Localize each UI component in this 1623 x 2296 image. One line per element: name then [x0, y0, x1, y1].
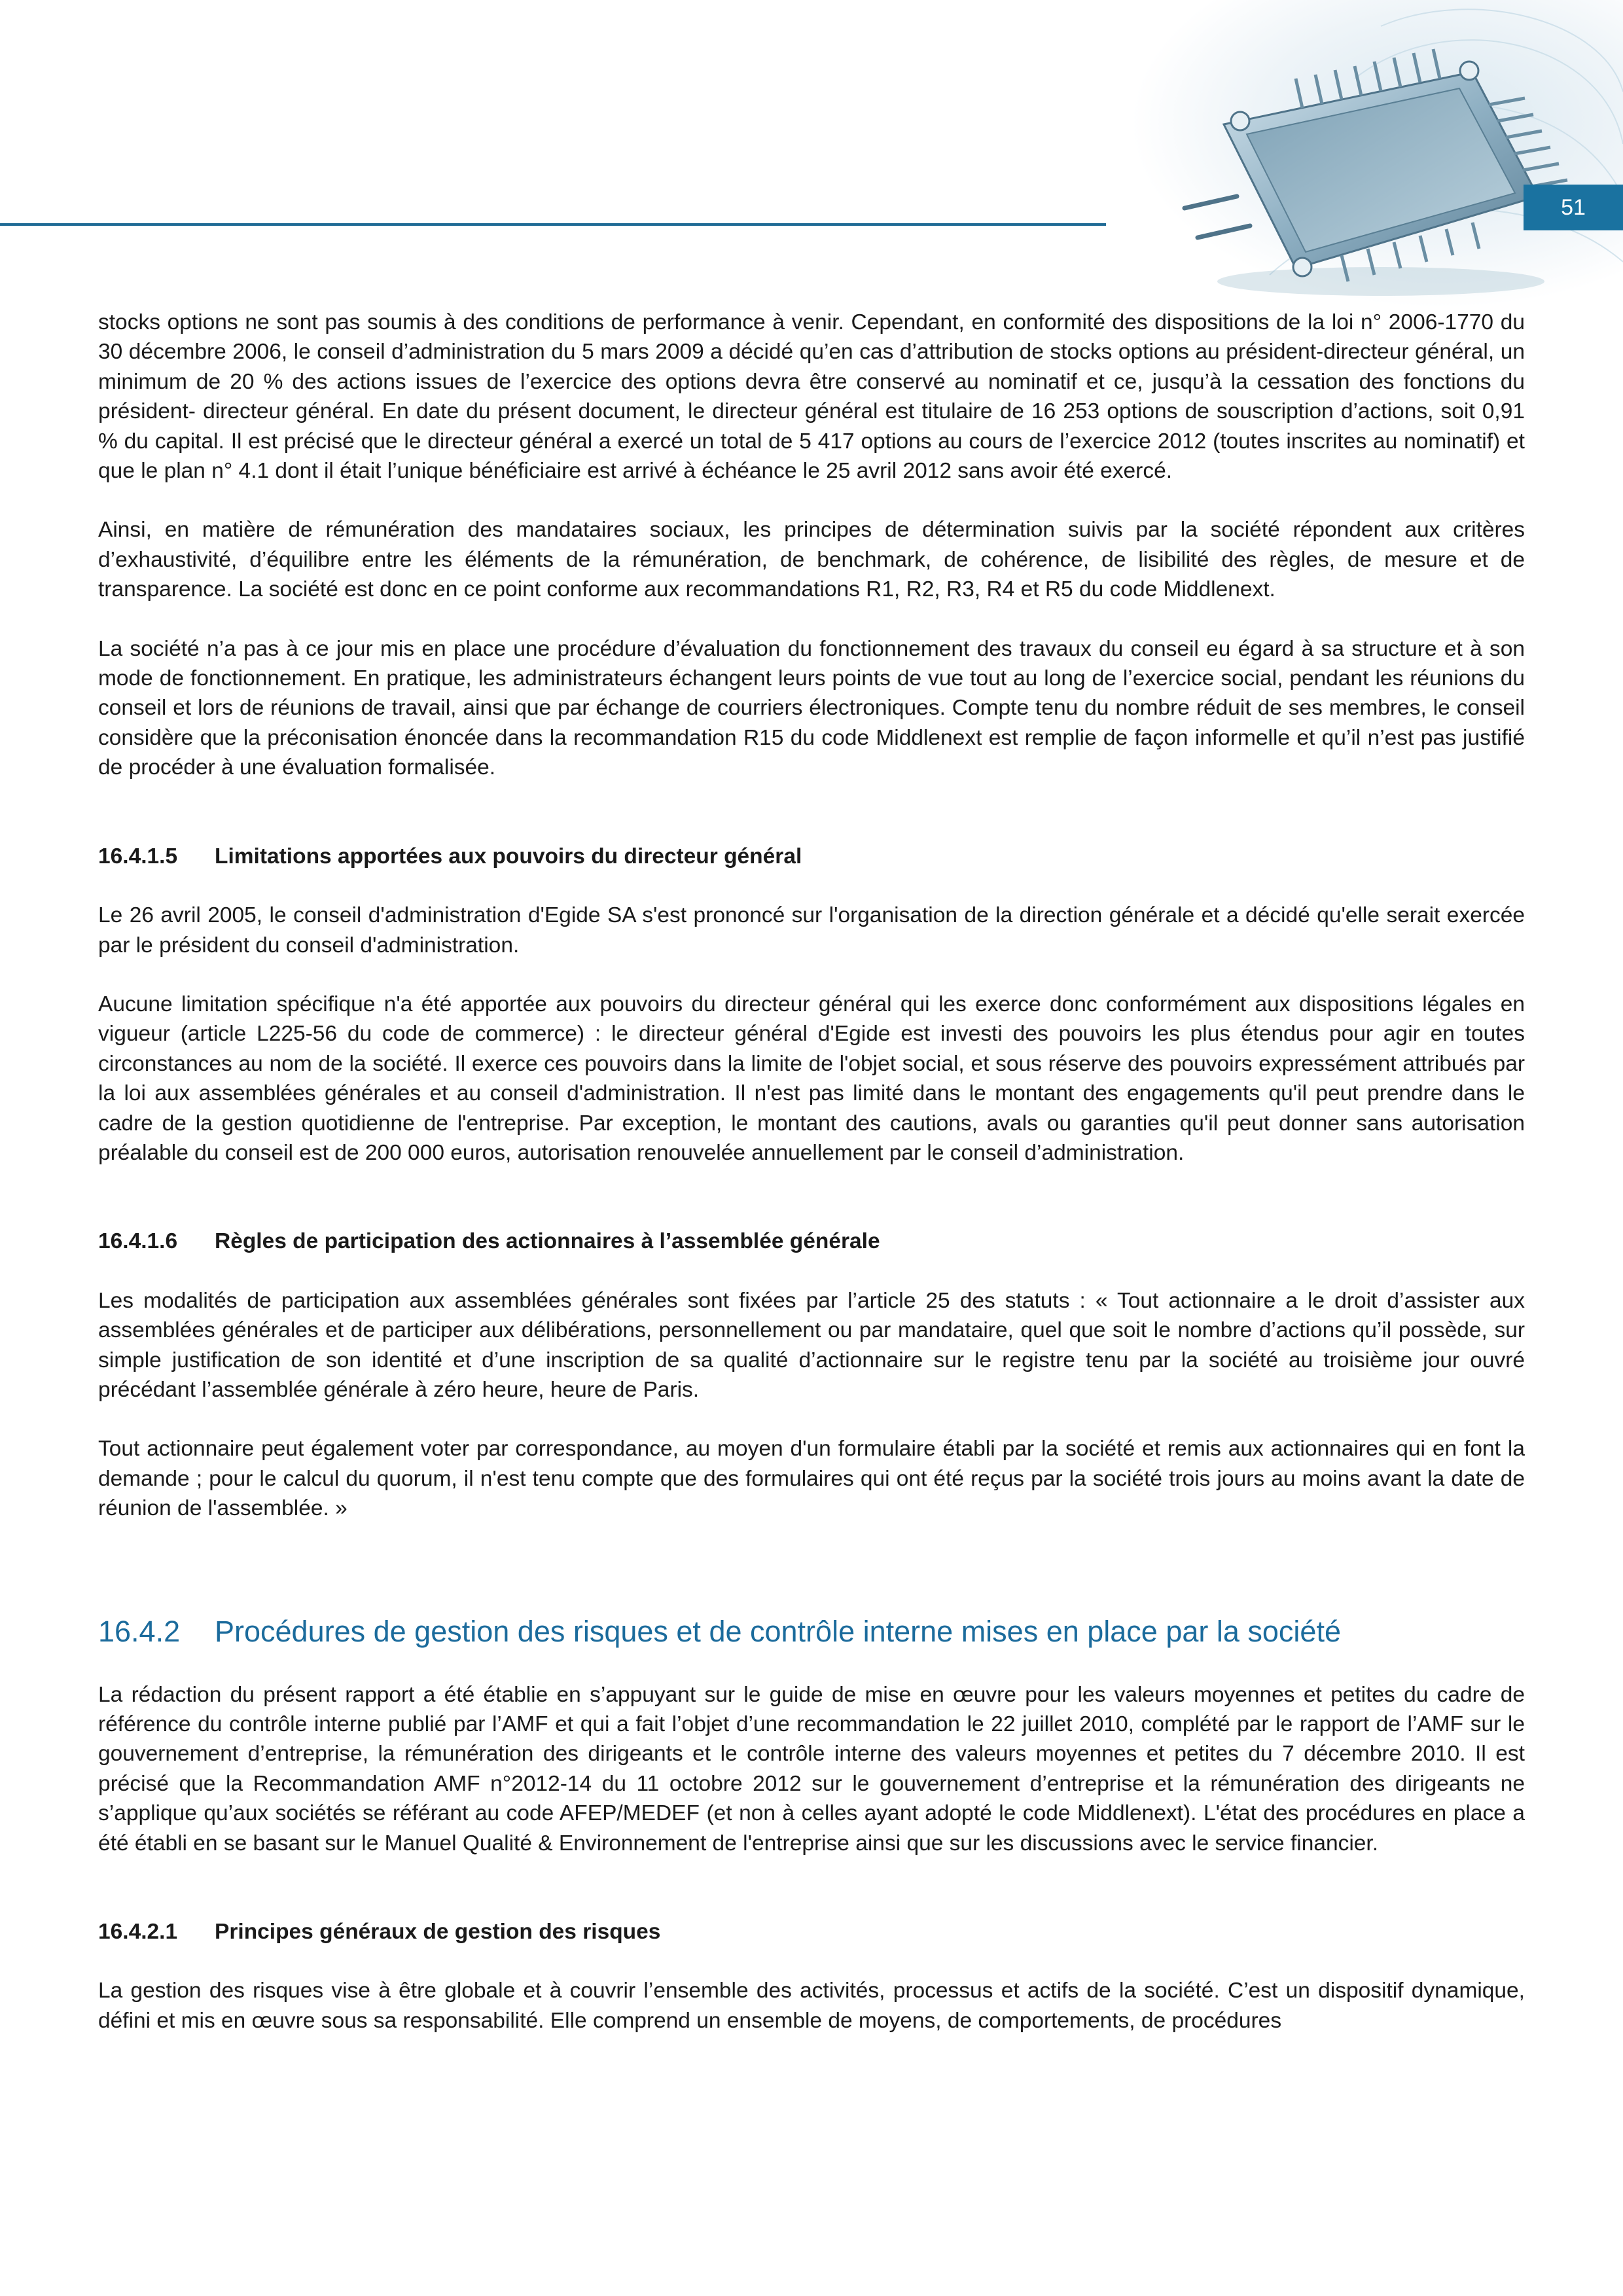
paragraph: Le 26 avril 2005, le conseil d'administration d'Egide SA s'est prononcé sur l'organisation de la direction générale et a décidé qu'elle serait exercée par le président du conseil d'administration.	[98, 903, 1525, 958]
page-number: 51	[1524, 185, 1623, 230]
subsection-title: Règles de participation des actionnaires à l’assemblée générale	[215, 1229, 880, 1254]
header-rule	[0, 223, 1114, 226]
section-title: Procédures de gestion des risques et de contrôle interne mises en place par la société	[215, 1614, 1341, 1648]
subsection-heading-16421	[98, 1917, 1525, 1946]
electronic-package-illustration	[1106, 0, 1623, 308]
paragraph: Ainsi, en matière de rémunération des mandataires sociaux, les principes de détermination suivis par la société répondent aux critères d’exhaustivité, d’équilibre entre les éléments de la rémunération, de benchmark, de cohérence, de lisibilité des règles, de mesure et de transparence. La société est donc en ce point conforme aux recommandations R1, R2, R3, R4 et R5 du code Middlenext.	[98, 518, 1525, 602]
paragraph: La rédaction du présent rapport a été établie en s’appuyant sur le guide de mise en œuvre pour les valeurs moyennes et petites du cadre de référence du contrôle interne publié par l’AMF et qui a fait l’objet d’une recommandation le 22 juillet 2010, complété par le rapport de l’AMF sur le gouvernement d’entreprise, la rémunération des dirigeants et le contrôle interne des valeurs moyennes et petites du 7 décembre 2010. Il est précisé que la Recommandation AMF n°2012-14 du 11 octobre 2012 sur le gouvernement d’entreprise et la rémunération des dirigeants ne s’applique qu’aux sociétés se référant au code AFEP/MEDEF (et non à celles ayant adopté le code Middlenext). L'état des procédures en place a été établi en se basant sur le Manuel Qualité & Environnement de l'entreprise ainsi que sur les discussions avec le service financier.	[98, 1682, 1525, 1856]
document-body	[98, 308, 1525, 2036]
paragraph: Les modalités de participation aux assemblées générales sont fixées par l’article 25 des statuts : « Tout actionnaire a le droit d’assister aux assemblées générales et de participer aux délibérations, personnellement ou par mandataire, quel que soit le nombre d’actions qu’il possède, sur simple justification de son identité et d’une inscription de sa qualité d’actionnaire sur le registre tenu par la société au troisième jour ouvré précédant l’assemblée générale à zéro heure, heure de Paris.	[98, 1288, 1525, 1402]
section-heading-1642	[98, 1613, 1525, 1651]
subsection-title: Principes généraux de gestion des risques	[215, 1920, 661, 1945]
paragraph: La gestion des risques vise à être globale et à couvrir l’ensemble des activités, processus et actifs de la société. C’est un dispositif dynamique, défini et mis en œuvre sous sa responsabilité. Elle comprend un ensemble de moyens, de comportements, de procédures	[98, 1979, 1525, 2033]
section-number: 16.4.2	[98, 1614, 181, 1648]
paragraph: Tout actionnaire peut également voter par correspondance, au moyen d'un formulaire établi par la société et remis aux actionnaires qui en font la demande ; pour le calcul du quorum, il n'est tenu compte que des formulaires qui ont été reçus par la société trois jours au moins avant la date de réunion de l'assemblée. »	[98, 1437, 1525, 1521]
paragraph: Aucune limitation spécifique n'a été apportée aux pouvoirs du directeur général qui les exerce donc conformément aux dispositions légales en vigueur (article L225-56 du code de commerce) : le directeur général d'Egide est investi des pouvoirs les plus étendus pour agir en toutes circonstances au nom de la société. Il exerce ces pouvoirs dans la limite de l'objet social, et sous réserve des pouvoirs expressément attribués par la loi aux assemblées générales et au conseil d'administration. Il n'est pas limité dans le montant des engagements qu'il peut prendre dans le cadre de la gestion quotidienne de l'entreprise. Par exception, le montant des cautions, avals ou garanties qu'il peut donner sans autorisation préalable du conseil est de 200 000 euros, autorisation renouvelée annuellement par le conseil d’administration.	[98, 992, 1525, 1165]
subsection-number: 16.4.1.6	[98, 1229, 178, 1254]
subsection-heading-16415	[98, 842, 1525, 871]
subsection-number: 16.4.1.5	[98, 844, 178, 869]
subsection-heading-16416	[98, 1227, 1525, 1256]
paragraph: stocks options ne sont pas soumis à des conditions de performance à venir. Cependant, en conformité des dispositions de la loi n° 2006-1770 du 30 décembre 2006, le conseil d’administration du 5 mars 2009 a décidé qu’en cas d’attribution de stocks options au président-directeur général, un minimum de 20 % des actions issues de l’exercice des options devra être conservé au nominatif et ce, jusqu’à la cessation des fonctions du président- directeur général. En date du présent document, le directeur général est titulaire de 16 253 options de souscription d’actions, soit 0,91 % du capital. Il est précisé que le directeur général a exercé un total de 5 417 options au cours de l’exercice 2012 (toutes inscrites au nominatif) et que le plan n° 4.1 dont il était l’unique bénéficiaire est arrivé à échéance le 25 avril 2012 sans avoir été exercé.	[98, 310, 1525, 484]
subsection-title: Limitations apportées aux pouvoirs du directeur général	[215, 844, 802, 869]
subsection-number: 16.4.2.1	[98, 1920, 178, 1945]
paragraph: La société n’a pas à ce jour mis en place une procédure d’évaluation du fonctionnement des travaux du conseil eu égard à sa structure et à son mode de fonctionnement. En pratique, les administrateurs échangent leurs points de vue tout au long de l’exercice social, pendant les réunions du conseil et lors de réunions de travail, ainsi que par échange de courriers électroniques. Compte tenu du nombre réduit de ses membres, le conseil considère que la préconisation énoncée dans la recommandation R15 du code Middlenext est remplie de façon informelle et qu’il n’est pas justifié de procéder à une évaluation formalisée.	[98, 636, 1525, 780]
